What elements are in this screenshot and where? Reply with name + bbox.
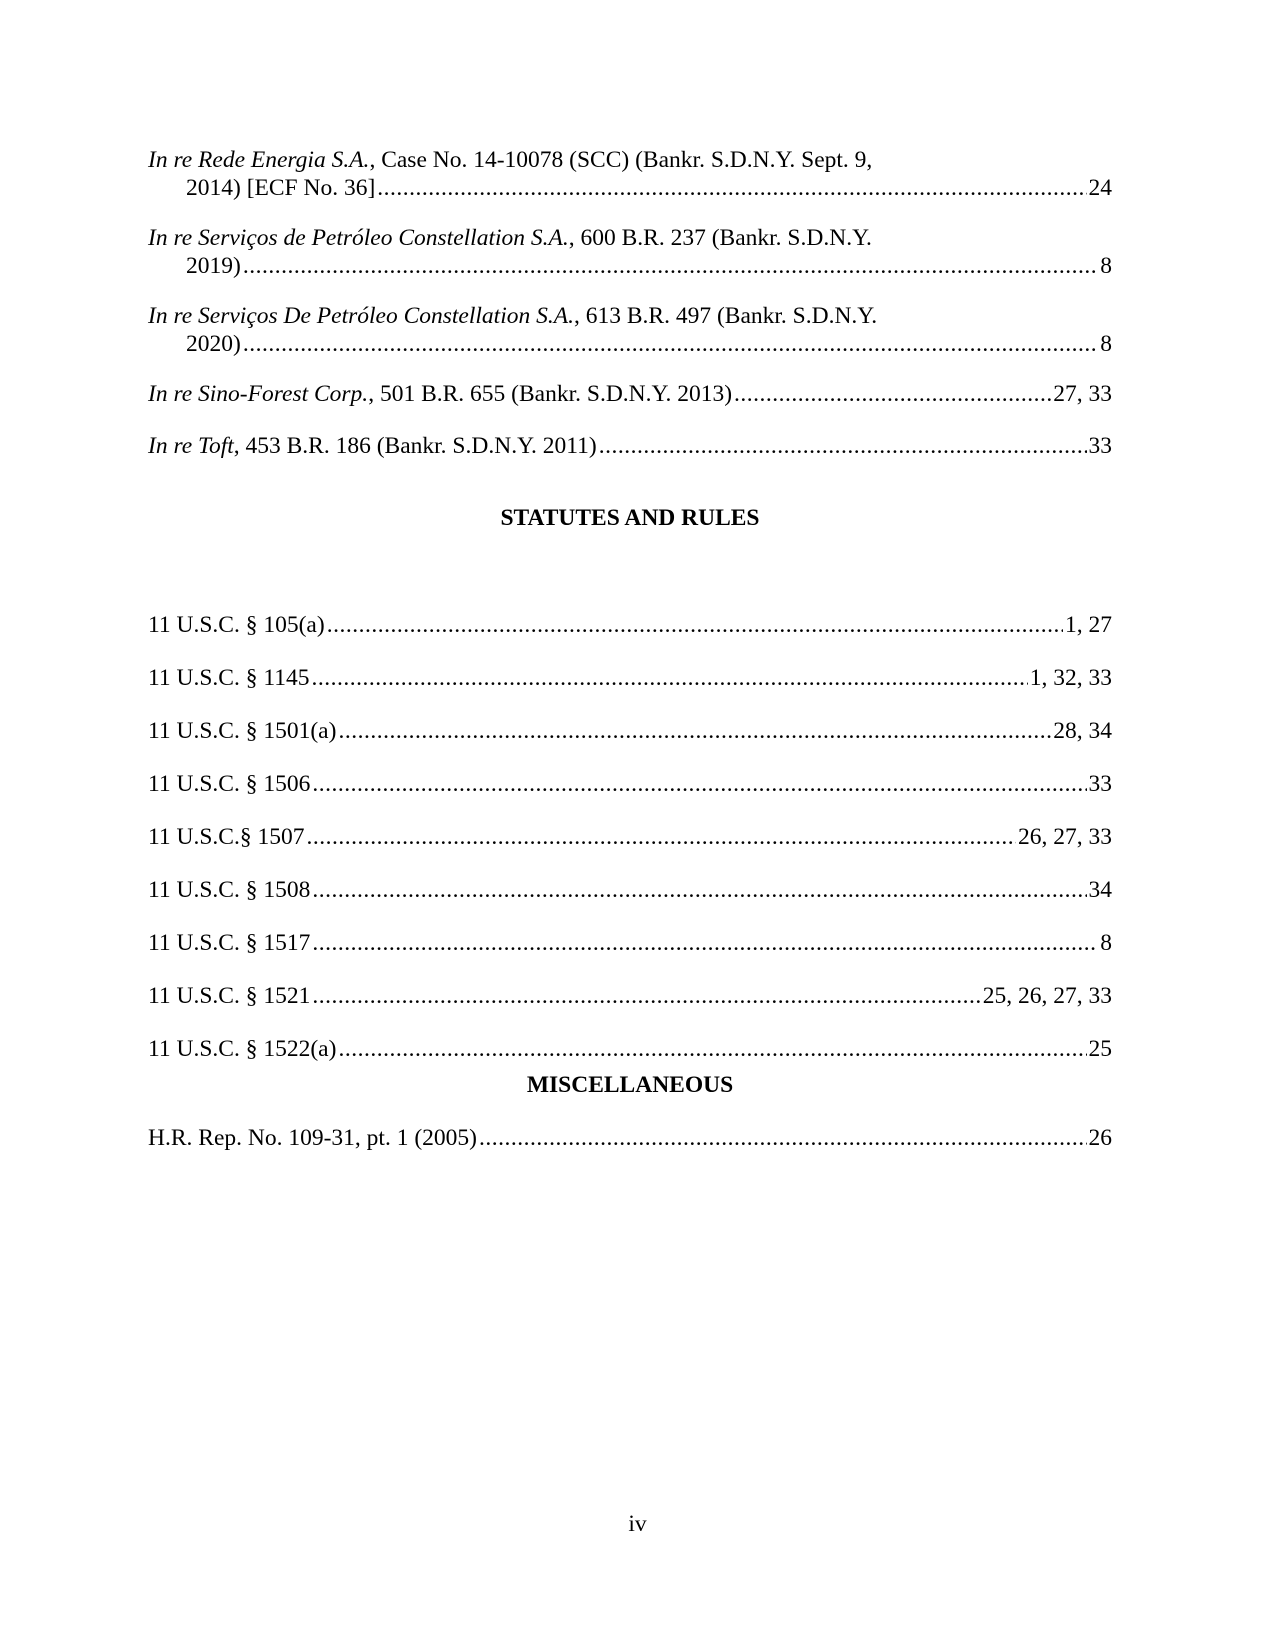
misc-entry: [148, 1124, 1112, 1152]
case-citation-rest: , 453 B.R. 186 (Bankr. S.D.N.Y. 2011): [233, 433, 597, 459]
statute-entry: [148, 664, 1112, 692]
statute-citation: 11 U.S.C. § 1145: [148, 665, 310, 691]
page-refs: 8: [1100, 930, 1112, 956]
statutes-list: [148, 611, 1112, 1063]
page-refs: 25: [1088, 1036, 1112, 1062]
page-refs: 26, 27, 33: [1018, 824, 1112, 850]
statute-entry: [148, 929, 1112, 957]
miscellaneous-list: [148, 1124, 1112, 1152]
statute-citation: 11 U.S.C. § 1508: [148, 877, 311, 903]
case-entry: [148, 302, 1112, 357]
statute-entry: [148, 823, 1112, 851]
case-name: In re Sino-Forest Corp.: [148, 381, 369, 407]
statute-entry: [148, 717, 1112, 745]
dot-leader: [243, 252, 1098, 280]
page-refs: 33: [1088, 433, 1112, 459]
case-name: In re Serviços de Petróleo Constellation S.A.: [148, 225, 569, 251]
case-name: In re Serviços De Petróleo Constellation S.A.: [148, 303, 574, 329]
case-continuation: [148, 174, 1112, 202]
case-citation-cont: 2019): [186, 253, 241, 279]
page-refs: 25, 26, 27, 33: [982, 983, 1112, 1009]
case-entry: [148, 146, 1112, 201]
dot-leader: [377, 174, 1086, 202]
case-citation: [148, 380, 732, 408]
case-citation: , Case No. 14-10078 (SCC) (Bankr. S.D.N.Y. Sept. 9,: [369, 147, 873, 173]
case-citation-cont: 2020): [186, 331, 241, 357]
page-refs: 27, 33: [1053, 381, 1112, 407]
page-refs: 28, 34: [1053, 718, 1112, 744]
dot-leader: [312, 982, 980, 1010]
dot-leader: [312, 929, 1098, 957]
statute-entry: [148, 982, 1112, 1010]
statute-citation: 11 U.S.C. § 1517: [148, 930, 311, 956]
case-continuation: [148, 330, 1112, 358]
page-refs: 1, 27: [1065, 612, 1112, 638]
statute-citation: 11 U.S.C.§ 1507: [148, 824, 305, 850]
dot-leader: [312, 770, 1086, 798]
statute-citation: 11 U.S.C. § 1521: [148, 983, 311, 1009]
section-heading-miscellaneous: MISCELLANEOUS: [526, 1072, 734, 1098]
section-heading-statutes: STATUTES AND RULES: [500, 505, 760, 531]
page-refs: 8: [1100, 331, 1112, 357]
case-continuation: [148, 252, 1112, 280]
statute-citation: 11 U.S.C. § 105(a): [148, 612, 325, 638]
statute-citation: 11 U.S.C. § 1501(a): [148, 718, 337, 744]
page-number: iv: [628, 1511, 647, 1537]
statute-citation: 11 U.S.C. § 1522(a): [148, 1036, 337, 1062]
case-citation: , 613 B.R. 497 (Bankr. S.D.N.Y.: [573, 303, 878, 329]
page-refs: 8: [1100, 253, 1112, 279]
case-first-line: [148, 302, 1112, 330]
case-citation: [148, 432, 597, 460]
page-refs: 34: [1088, 877, 1112, 903]
statute-entry: [148, 611, 1112, 639]
dot-leader: [243, 330, 1098, 358]
page-refs: 26: [1088, 1125, 1112, 1151]
case-name: In re Rede Energia S.A.: [148, 147, 370, 173]
page-refs: 24: [1088, 175, 1112, 201]
statute-entry: [148, 770, 1112, 798]
dot-leader: [306, 823, 1016, 851]
dot-leader: [311, 664, 1027, 692]
dot-leader: [734, 380, 1051, 408]
statute-entry: [148, 876, 1112, 904]
dot-leader: [479, 1124, 1087, 1152]
case-entry: [148, 432, 1112, 460]
statute-entry: [148, 1035, 1112, 1063]
case-entry: [148, 224, 1112, 279]
dot-leader: [338, 717, 1051, 745]
dot-leader: [338, 1035, 1086, 1063]
page-refs: 33: [1088, 771, 1112, 797]
cases-list: [148, 146, 1112, 460]
misc-citation: H.R. Rep. No. 109-31, pt. 1 (2005): [148, 1125, 477, 1151]
case-first-line: [148, 224, 1112, 252]
dot-leader: [599, 432, 1087, 460]
case-first-line: [148, 146, 1112, 174]
dot-leader: [327, 611, 1063, 639]
case-citation-rest: , 501 B.R. 655 (Bankr. S.D.N.Y. 2013): [368, 381, 733, 407]
case-citation-cont: 2014) [ECF No. 36]: [186, 175, 376, 201]
dot-leader: [312, 876, 1086, 904]
statute-citation: 11 U.S.C. § 1506: [148, 771, 311, 797]
case-citation: , 600 B.R. 237 (Bankr. S.D.N.Y.: [568, 225, 872, 251]
page-refs: 1, 32, 33: [1029, 665, 1112, 691]
case-name: In re Toft: [148, 433, 234, 459]
case-entry: [148, 380, 1112, 408]
